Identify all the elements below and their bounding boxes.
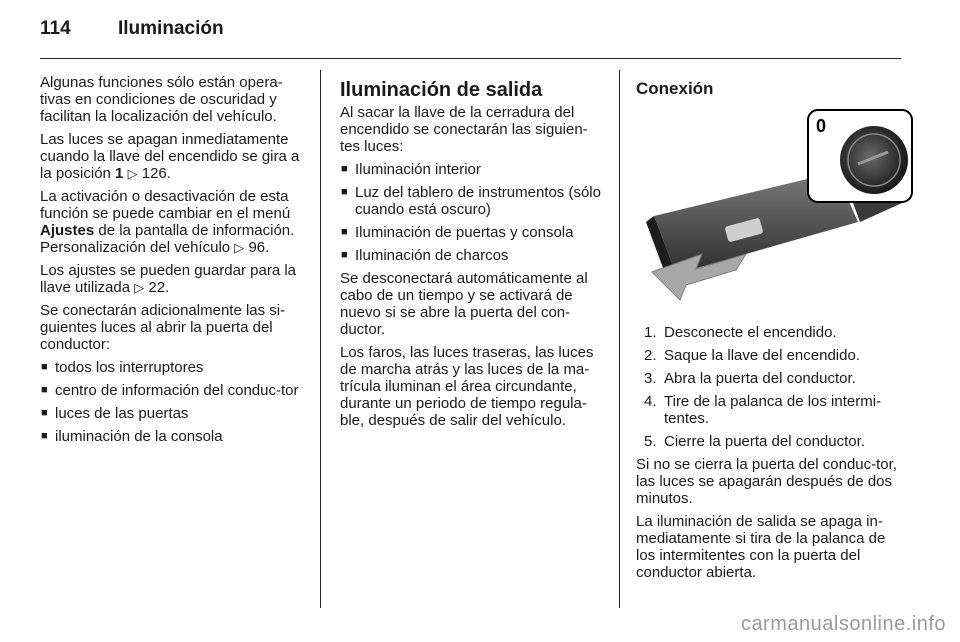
step-number: 2. <box>644 347 657 364</box>
list-item <box>636 370 904 387</box>
paragraph-text: Los ajustes se pueden guardar para la llave utilizada <box>40 262 297 296</box>
list-item <box>636 393 904 427</box>
list-item: ■ luces de las puertas <box>40 405 306 422</box>
page-reference[interactable]: 96. <box>248 239 270 256</box>
page-reference[interactable]: 126. <box>141 165 171 182</box>
step-text: Cierre la puerta del conductor. <box>664 433 865 450</box>
lever-diagram <box>636 104 916 314</box>
column-divider-2 <box>619 70 620 608</box>
step-number: 4. <box>644 393 657 410</box>
paragraph: Al sacar la llave de la cerradura del encendido se conectarán las siguien-tes luces: <box>340 104 588 155</box>
paragraph: Si no se cierra la puerta del conduc-tor, las luces se apagarán después de dos minutos. <box>636 456 897 507</box>
step-number: 3. <box>644 370 657 387</box>
paragraph: Los faros, las luces traseras, las luces de marcha atrás y las luces de la ma-trícula iluminan el área circundante, durante un periodo de tiempo regula-ble, después de salir del vehículo. <box>340 344 594 429</box>
step-text: Abra la puerta del conductor. <box>664 370 856 387</box>
ignition-switch-icon <box>840 126 908 194</box>
position-number: 1 <box>115 165 124 182</box>
paragraph <box>40 262 306 296</box>
list-item: ■ iluminación de la consola <box>40 428 306 445</box>
steps-list <box>636 324 904 450</box>
watermark: carmanualsonline.info <box>740 613 946 635</box>
subsection-heading: Conexión <box>636 79 714 98</box>
step-number: 1. <box>644 324 657 341</box>
turn-signal-lever-illustration <box>636 104 916 314</box>
list-item: ■ Iluminación de puertas y consola <box>340 224 606 241</box>
paragraph-text: Las luces se apagan inmediatamente cuando la llave del encendido se gira a la posición <box>40 131 300 182</box>
list-item <box>636 324 904 341</box>
bullet-list <box>40 359 306 445</box>
paragraph-text: La activación o desactivación de esta función se puede cambiar en el menú <box>40 188 291 222</box>
paragraph: Se desconectará automáticamente al cabo de un tiempo y se activará de nuevo si se abre la puerta del con-ductor. <box>340 270 588 338</box>
page-reference-arrow-icon: ▷ <box>134 280 145 295</box>
paragraph-text: de la pantalla de información. Personalización del vehículo <box>40 222 295 256</box>
list-item: ■ centro de información del conduc-tor <box>40 382 306 399</box>
ignition-position-label: 0 <box>816 116 827 136</box>
step-text: Tire de la palanca de los intermi-tentes. <box>664 393 882 427</box>
paragraph: Se conectarán adicionalmente las si-guientes luces al abrir la puerta del conductor: <box>40 302 286 353</box>
page-reference-arrow-icon: ▷ <box>127 166 138 181</box>
column-1 <box>40 74 306 451</box>
page-title: Iluminación <box>118 18 224 39</box>
column-divider-1 <box>320 70 321 608</box>
column-3 <box>636 78 904 587</box>
paragraph <box>40 131 306 182</box>
list-item: ■ Luz del tablero de instrumentos (sólo cuando está oscuro) <box>340 184 606 218</box>
list-item: ■ todos los interruptores <box>40 359 306 376</box>
step-number: 5. <box>644 433 657 450</box>
step-text: Saque la llave del encendido. <box>664 347 860 364</box>
list-item <box>636 347 904 364</box>
page-number: 114 <box>40 18 71 39</box>
page-reference-arrow-icon: ▷ <box>234 240 245 255</box>
bullet-list <box>340 161 606 264</box>
paragraph <box>40 188 306 256</box>
list-item <box>636 433 904 450</box>
header-rule <box>40 58 901 59</box>
page-header <box>40 18 224 50</box>
step-text: Desconecte el encendido. <box>664 324 837 341</box>
paragraph: La iluminación de salida se apaga in-mediatamente si tira de la palanca de los intermitentes con la puerta del conductor abierta. <box>636 513 886 581</box>
paragraph: Algunas funciones sólo están opera-tivas en condiciones de oscuridad y facilitan la localización del vehículo. <box>40 74 283 125</box>
list-item: ■ Iluminación interior <box>340 161 606 178</box>
menu-name: Ajustes <box>40 222 95 239</box>
column-2 <box>340 78 606 435</box>
list-item: ■ Iluminación de charcos <box>340 247 606 264</box>
page-reference[interactable]: 22. <box>148 279 170 296</box>
section-heading: Iluminación de salida <box>340 79 543 101</box>
